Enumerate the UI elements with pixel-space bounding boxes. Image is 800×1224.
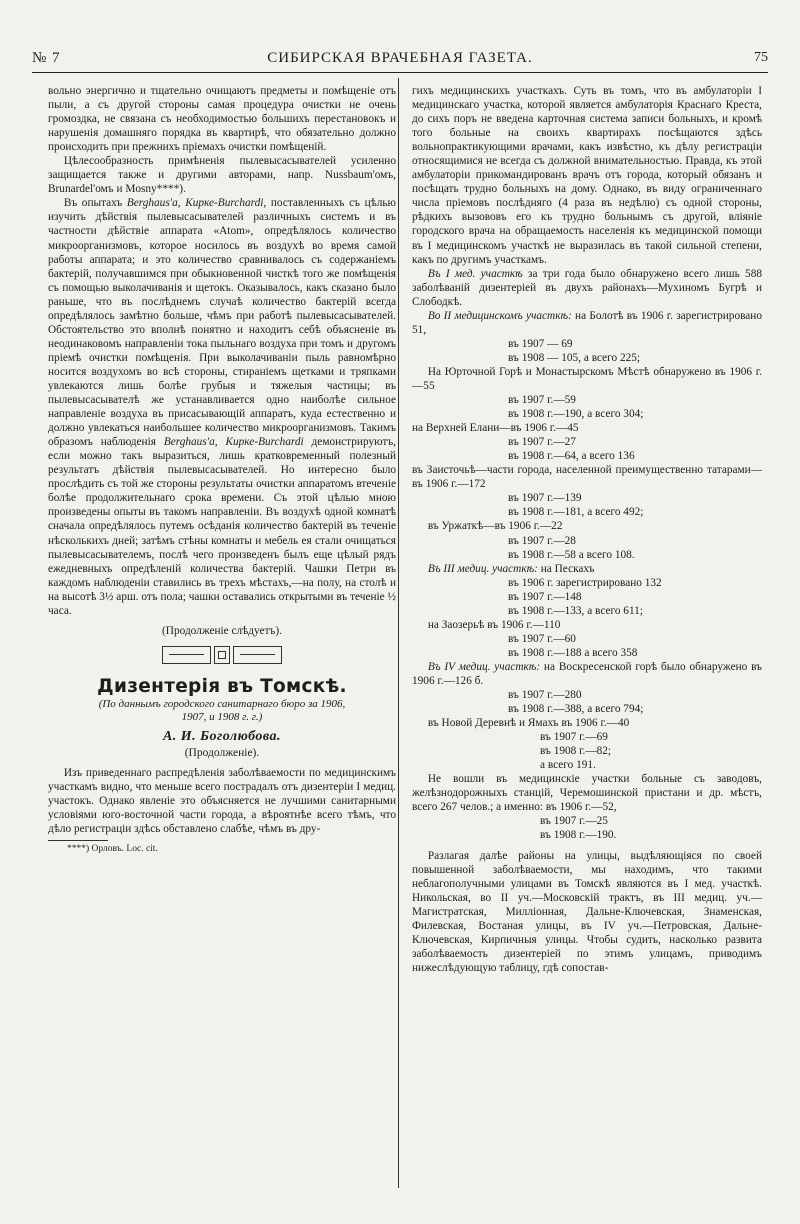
footnote: ****) Орловъ. Loc. cit. (67, 844, 158, 855)
stat-line: въ 1907 — 69 (508, 337, 573, 350)
stat-line: въ 1908 г.—190. (540, 829, 617, 842)
stat-line: въ 1908 г.—188 а всего 358 (508, 646, 638, 659)
stat-line: въ 1907 г.—59 (508, 394, 576, 407)
paragraph: въ Уржаткѣ—въ 1906 г.—22 (427, 520, 563, 533)
stat-line: въ 1908 г.—64, а всего 136 (508, 450, 635, 463)
stats-block (412, 534, 762, 562)
paragraph: Въ опытахъ Berghaus'a, Кирке-Burchardi, поставленныхъ съ цѣлью изучить дѣйствія пылевысасывателей различныхъ системъ и въ частности дѣйствіе аппарата «Atom», опредѣлялось количество микроорганизмовъ, которое носилось въ воздухѣ во время самой работы аппарата; и это количество сравнивалось съ содержаніемъ бактерій, получавшимся при обыкновенной чисткѣ того же помѣщенія съ помощью выколачиванія и щетокъ. Оказывалось, какъ сказано было раньше, что въ послѣднемъ случаѣ количество бактерій всегда опредѣлялось замѣтно больше, чѣмъ при работѣ пылевысасывателей. Обстоятельство это вполнѣ понятно и находитъ себѣ объясненіе въ неодинаковомъ направленіи тока пыльнаго воздуха при томъ и другомъ пріемѣ очистки помѣщенія. При выколачиваніи пыль равномѣрно носится воздухомъ во всѣ стороны, стираніемъ щетками и тряпками увлекаются лишь болѣе грубыя и тяжелыя частицы; въ пылевысасывателѣ же устанавливается одно наиболѣе сильное направленіе воздуха въ присасывающій аппаратъ, куда естественно и должно увлекаться наибольшее количество микроорганизмовъ. Такимъ образомъ наблюденія Berghaus'a, Кирке-Burchardi демонстрируютъ, если можно такъ выразиться, лишь кратковременный полезный результатъ дѣйствія пылевысасывателей. Но интересно было прослѣдить съ той же стороны результаты очистки аппаратомъ втеченіе болѣе продолжительнаго срока времени. Съ этой цѣлью мною произведены опыты въ такомъ направленіи. Въ воздухѣ одной комнатѣ сначала опредѣлялось путемъ осѣданія количество бактерій въ теченіе нѣсколькихъ дней; затѣмъ стѣны комнаты и мебель ея стали очищаться пылевысасывателемъ, послѣ чего произведенъ былъ еще цѣлый рядъ ежедневныхъ опредѣленій количества бактерій. Чашки Петри въ каждомъ наблюденіи ставились въ трехъ мѣстахъ,—на полу, на столѣ и на высотѣ 3½ арш. отъ пола; чашки оставались открытыми въ теченіе ½ часа. (48, 197, 396, 617)
paragraph: Разлагая далѣе районы на улицы, выдѣляющіяся по своей повышенной заболѣваемости, мы находимъ, что такими неблагополучными улицами въ Томскѣ являются въ I мед. участкѣ. Никольская, во II уч.—Московскій трактъ, въ III медиц. уч.—Магистратская, Миллiонная, Дальне-Ключевская, Знаменская, Филевская, Востаная улицы, въ IV уч.—Петровская, Дальне-Ключевская, Кирпичныя улицы. Чтобы судить, насколько развита заболѣваемость дизентеріей по этимъ улицамъ, приводимъ нижеслѣдующую таблицу, гдѣ сопостав- (412, 849, 762, 974)
paragraph: Не вошли въ медицинскіе участки больные съ заводовъ, желѣзнодорожныхъ станцій, Черемошинской пристани и др. мѣстъ, всего 267 челов.; а именно: въ 1906 г.—52, (412, 773, 762, 814)
article-subtitle: (По даннымъ городского санитарнаго бюро за 1906, 1907, и 1908 г. г.) (98, 697, 346, 723)
stats-block (412, 337, 762, 365)
stat-line: въ 1906 г. зарегистрировано 132 (508, 576, 662, 589)
stat-line: въ 1907 г.—69 (540, 731, 608, 744)
paragraph: Изъ приведеннаго распредѣленія заболѣваемости по медицинскимъ участкамъ видно, что меньше всего пострадалъ отъ дизентеріи I медиц. участокъ. Однако явленіе это объясняется не лучшими санитарными условіями юго-восточной части города, а вѣроятнѣе всего тѣмъ, что дѣло регистраціи здѣсь обставлено слабѣе, чѣмъ въ дру- (48, 766, 396, 836)
stat-line: въ 1907 г.—139 (508, 492, 582, 505)
paragraph: Во II медицинскомъ участкѣ: на Болотѣ въ 1906 г. зарегистрировано 51, (412, 309, 762, 336)
newspaper-title: СИБИРСКАЯ ВРАЧЕБНАЯ ГАЗЕТА. (267, 50, 533, 66)
stat-line: въ 1907 г.—27 (508, 436, 576, 449)
stats-block (412, 491, 762, 519)
stats-block (412, 393, 762, 421)
stat-line: въ 1907 г.—28 (508, 534, 576, 547)
stat-line: въ 1908 г.—388, а всего 794; (508, 703, 644, 716)
continued-note: (Продолженіе слѣдуетъ). (162, 624, 282, 637)
stat-line: въ 1908 г.—190, а всего 304; (508, 408, 644, 421)
header-rule (32, 72, 768, 73)
paragraph: гихъ медицинскихъ участкахъ. Суть въ томъ, что въ амбулаторіи I медицинскаго участка, которой является амбулаторія Краснаго Креста, до сихъ поръ не введена карточная система записи больныхъ, и кромѣ того больные на своихъ квартирахъ посѣщаются здѣсь вольнопрактикующими врачами, какъ извѣстно, къ дѣлу регистраціи относящимися не всегда съ должной внимательностью. Правда, къ этой амбулаторіи прикомандированъ врачъ отъ города, который обязанъ и посѣщать трудно больныхъ на дому. Однако, въ виду ограниченнаго числа пріемовъ послѣдняго (4 раза въ недѣлю) съ одной стороны, рѣдкихъ вызововъ его къ трудно больнымъ съ другой, вліяніе городского врача на обращаемость населенія къ медицинской помощи въ I медицинскомъ участкѣ не выразилась въ такой сильной степени, какъ по другимъ участкамъ. (412, 85, 762, 266)
continuation-label: (Продолженіе). (184, 746, 260, 759)
stats-block (412, 730, 762, 772)
stat-line: въ 1907 г.—60 (508, 632, 576, 645)
page-header (32, 44, 768, 70)
article-headline: Дизентерія въ Томскѣ. (97, 675, 347, 697)
paragraph: На Юрточной Горѣ и Монастырскомъ Мѣстѣ обнаружено въ 1906 г.—55 (412, 365, 762, 392)
paragraph: Въ IV медиц. участкѣ: на Воскресенской горѣ было обнаружено въ 1906 г.—126 б. (412, 660, 763, 687)
footnote-rule (48, 840, 108, 841)
left-column (48, 84, 396, 855)
right-column (412, 84, 762, 975)
paragraph: на Заозерьѣ въ 1906 г.—110 (427, 618, 561, 631)
stats-block (412, 435, 762, 463)
stat-line: въ 1908 г.—58 а всего 108. (508, 548, 635, 561)
stat-line: въ 1908 г.—133, а всего 611; (508, 604, 643, 617)
paragraph: на Верхней Елани—въ 1906 г.—45 (412, 422, 579, 435)
paragraph: Цѣлесообразность примѣненія пылевысасывателей усиленно защищается также и другими авторами, напр. Nussbaum'омъ, Brunardel'омъ и Mosny****). (48, 155, 396, 196)
page-number: 75 (754, 50, 768, 65)
paragraph: Въ I мед. участкѣ за три года было обнаружено всего лишь 588 заболѣваній дизентеріей въ двухъ районахъ—Мухиномъ Бугрѣ и Слободкѣ. (412, 267, 762, 308)
paragraph: вольно энергично и тщательно очищаютъ предметы и помѣщеніе отъ пыли, а съ другой стороны самая процедура очистки не очень громоздка, не связана съ необходимостью большихъ перестановокъ и нарушенія домашняго порядка въ квартирѣ, что обязательно должно происходить при прежнихъ пріемахъ очистки помѣщеній. (48, 85, 396, 154)
issue-number: № 7 (32, 50, 61, 66)
paragraph: Въ III медиц. участкѣ: на Пескахъ (427, 562, 595, 575)
stats-block (412, 688, 762, 716)
article-author: А. И. Боголюбова. (162, 728, 282, 744)
stats-block (412, 814, 762, 842)
stat-line: въ 1908 — 105, а всего 225; (508, 351, 641, 364)
paragraph: въ Новой Деревнѣ и Ямахъ въ 1906 г.—40 (427, 717, 630, 730)
stats-block (412, 576, 762, 618)
stats-block (412, 632, 762, 660)
stat-line: въ 1907 г.—148 (508, 590, 582, 603)
stat-line: въ 1908 г.—82; (540, 745, 612, 758)
stat-line: въ 1907 г.—280 (508, 689, 582, 702)
paragraph: въ Заисточьѣ—части города, населенной преимущественно татарами—въ 1906 г.—172 (412, 464, 762, 491)
ornament-divider-icon (162, 646, 282, 668)
stat-line: въ 1908 г.—181, а всего 492; (508, 506, 644, 519)
stat-line: въ 1907 г.—25 (540, 815, 608, 828)
column-divider (398, 78, 399, 1188)
stat-line: а всего 191. (540, 759, 596, 772)
